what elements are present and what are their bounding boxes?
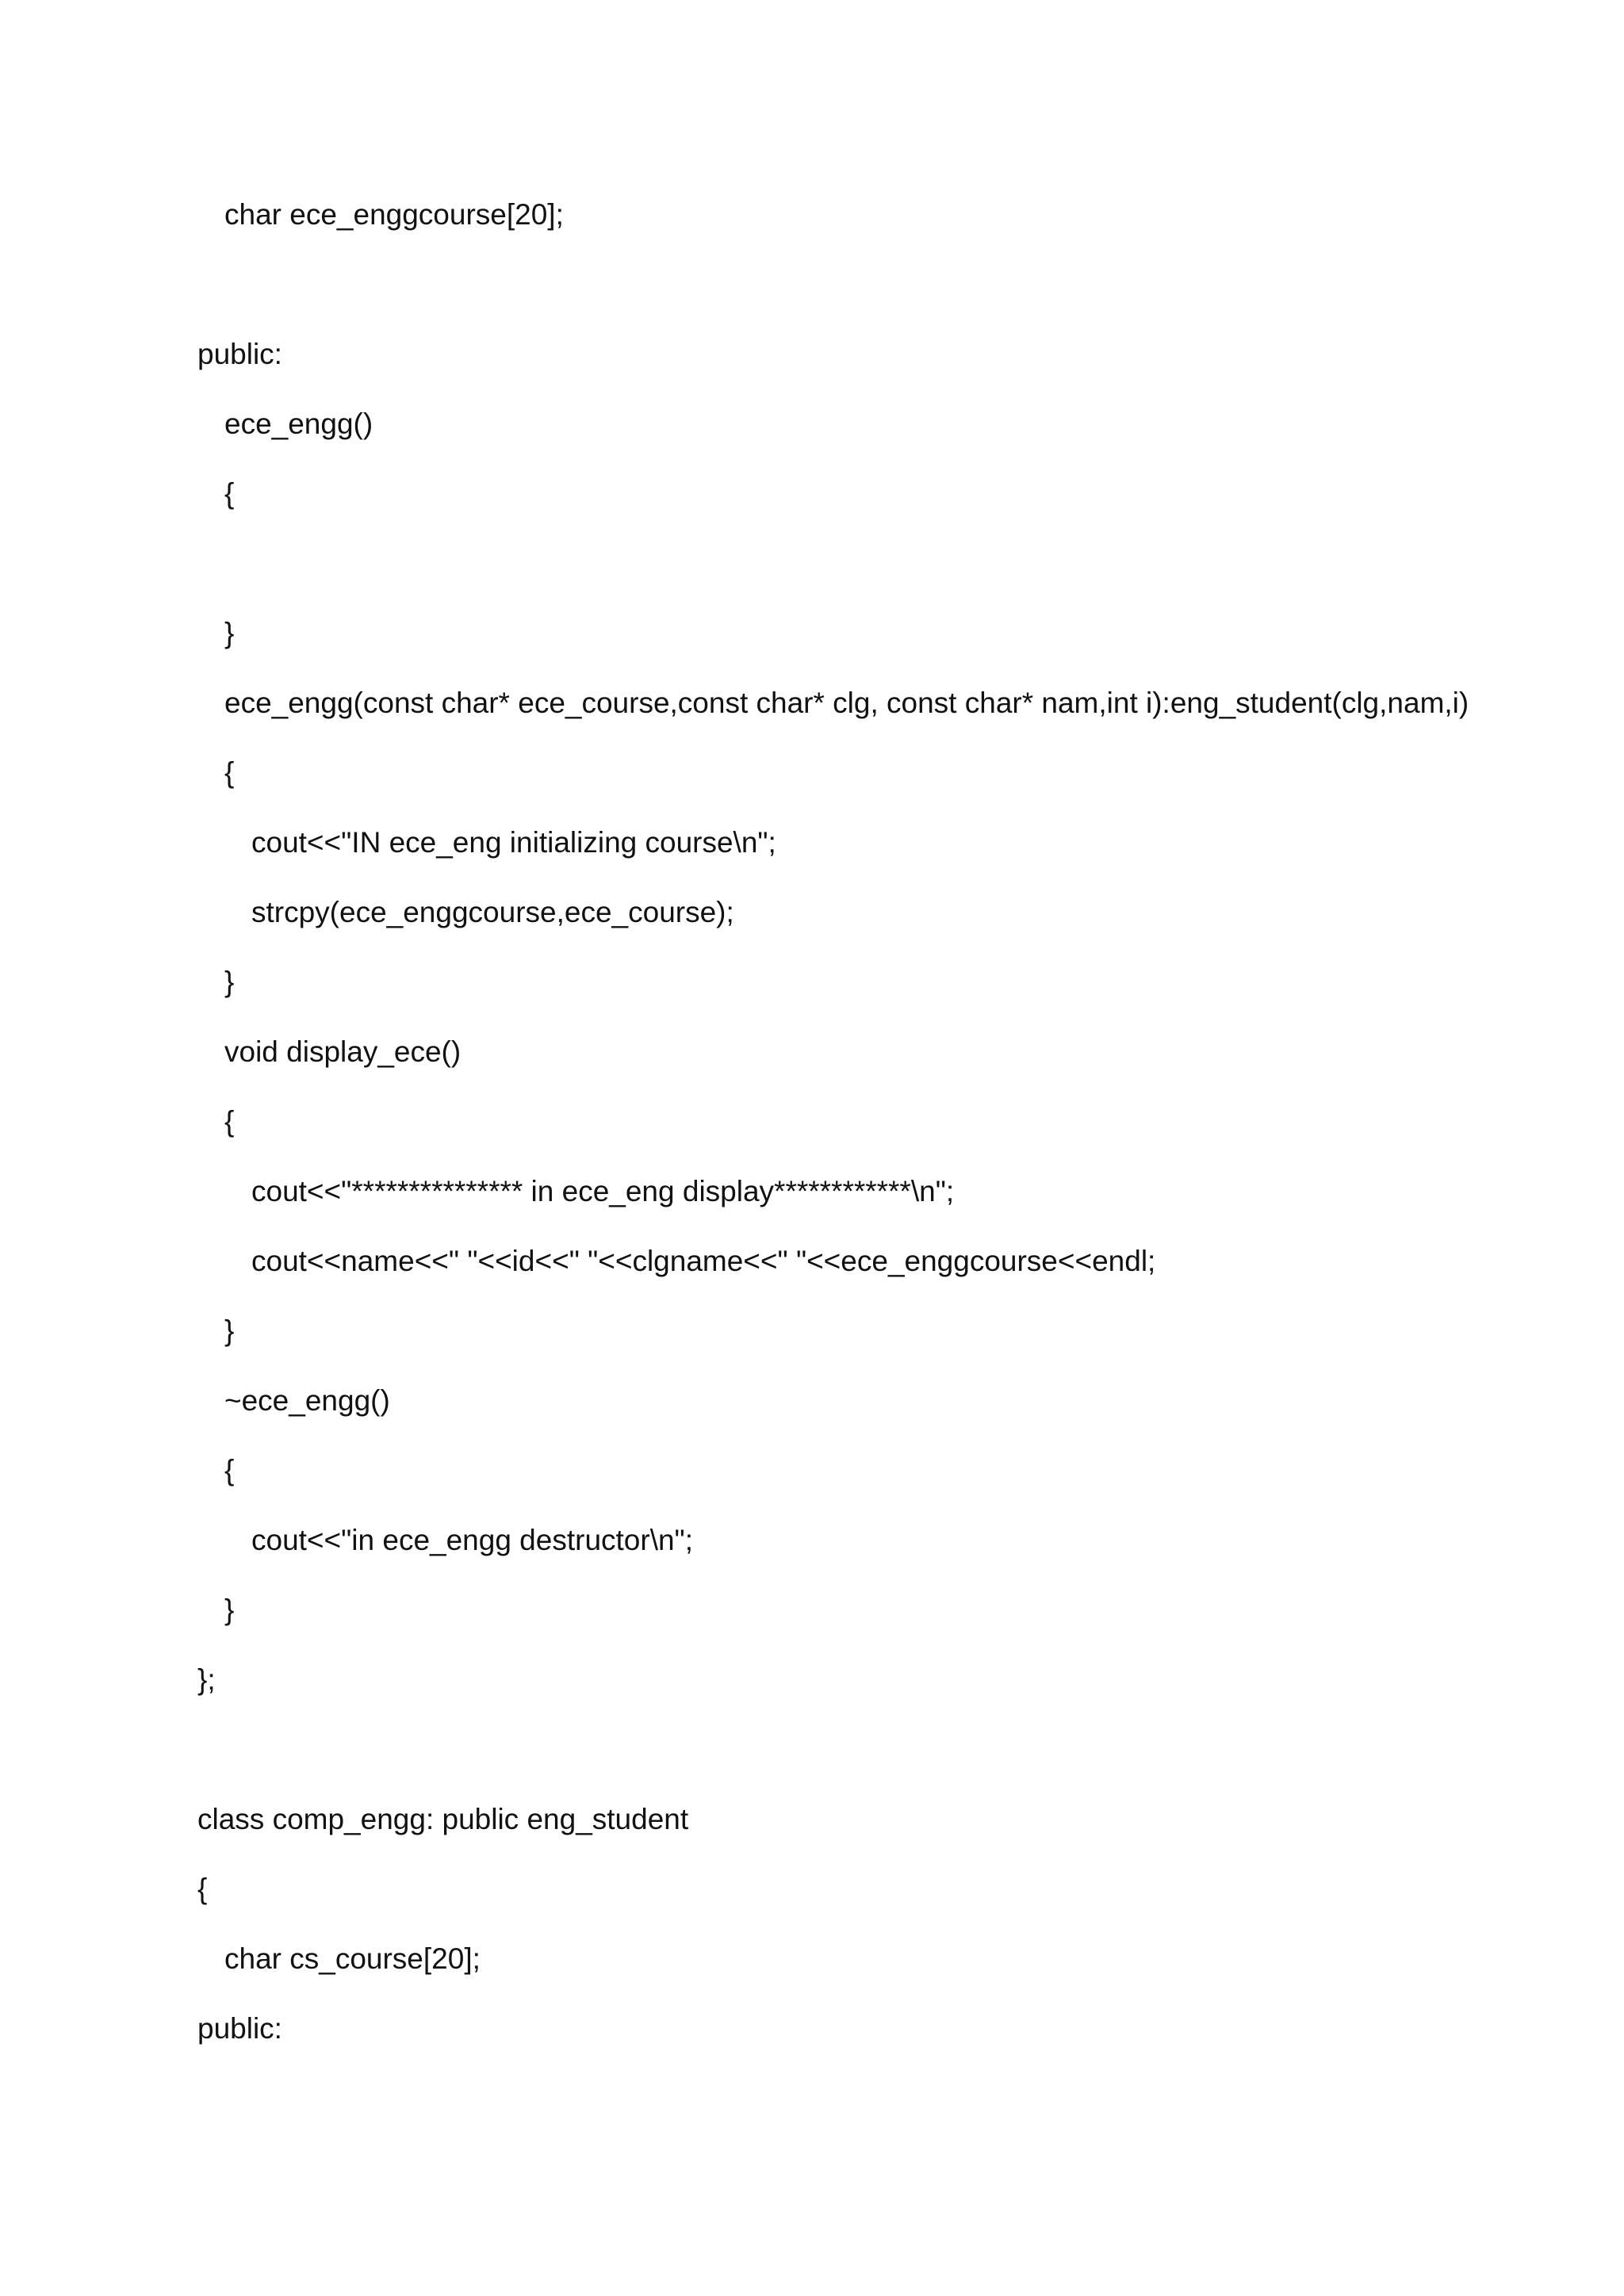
code-line: };	[197, 1663, 216, 1696]
code-line: cout<<"*************** in ece_eng display************\n";	[251, 1175, 955, 1207]
code-line: }	[224, 617, 235, 649]
code-line: cout<<"IN ece_eng initializing course\n";	[251, 826, 776, 859]
code-line: public:	[197, 338, 282, 370]
code-line: {	[224, 1454, 235, 1487]
code-line: cout<<name<<" "<<id<<" "<<clgname<<" "<<ece_enggcourse<<endl;	[251, 1245, 1156, 1277]
code-line: char ece_enggcourse[20];	[224, 198, 564, 231]
code-line: }	[224, 1594, 235, 1626]
code-line: }	[224, 1314, 235, 1347]
code-line: {	[197, 1873, 208, 1905]
code-line: char cs_course[20];	[224, 1942, 481, 1975]
code-line: ece_engg()	[224, 408, 373, 440]
code-line: ece_engg(const char* ece_course,const char* clg, const char* nam,int i):eng_student(clg,nam,i)	[224, 687, 1469, 719]
code-line: {	[224, 1105, 235, 1138]
code-line: public:	[197, 2012, 282, 2045]
code-line: void display_ece()	[224, 1035, 462, 1068]
code-line: {	[224, 756, 235, 789]
code-line: {	[224, 477, 235, 510]
code-line: ~ece_engg()	[224, 1384, 390, 1417]
code-line: strcpy(ece_enggcourse,ece_course);	[251, 896, 734, 928]
code-line: cout<<"in ece_engg destructor\n";	[251, 1524, 693, 1556]
code-line: }	[224, 966, 235, 998]
code-line: class comp_engg: public eng_student	[197, 1803, 689, 1835]
